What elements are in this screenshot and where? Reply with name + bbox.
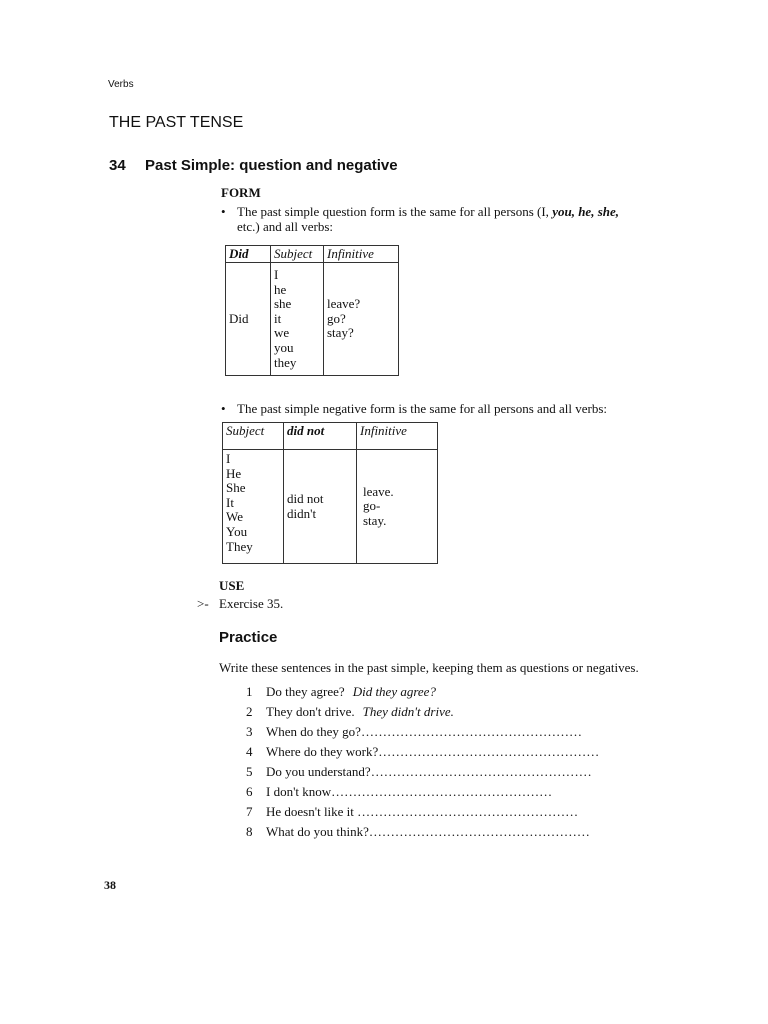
practice-instructions: Write these sentences in the past simple, keeping them as questions or negatives. [219,660,639,675]
subject-item: We [226,509,243,525]
negative-item: didn't [287,505,317,521]
negative-form-text: The past simple negative form is the same for all persons and all verbs: [237,401,608,416]
subject-item: She [226,480,246,496]
subject-item: They [226,538,253,554]
question-text-emphasis: you, he, she, [552,204,619,219]
table-header-subject: Subject [271,246,324,263]
question-form-text [237,204,677,219]
answer-line[interactable]: …………………………………………… [370,764,592,779]
subject-item: he [274,281,287,297]
practice-title: Practice [219,629,278,646]
negative-form-table [222,422,438,564]
unit-title-text: Past Simple: question and negative [145,157,398,174]
infinitive-item: stay. [363,512,387,528]
infinitive-item: go- [363,498,381,514]
unit-number: 34 [109,157,126,174]
table-cell-subjects [223,450,284,564]
exercise-item-4: 4 Where do they work?…………………………………………… [246,744,600,759]
form-heading: FORM [221,185,261,200]
chapter-title: THE PAST TENSE [109,114,244,131]
subject-item: we [274,325,290,341]
infinitive-item: stay? [327,325,354,341]
subject-item: I [226,451,231,466]
answer-line[interactable]: …………………………………………… [378,744,600,759]
subject-item: I [274,267,279,282]
subject-item: you [274,339,294,355]
use-heading: USE [219,578,245,593]
exercise-item-7: 7 He doesn't like it …………………………………………… [246,804,579,819]
subject-item: she [274,296,292,312]
negative-item: did not [287,490,324,506]
answer-line[interactable]: …………………………………………… [357,804,579,819]
subject-item: He [226,465,242,481]
subject-item: it [274,310,282,326]
table-cell-subjects [271,263,324,376]
table-header-subject: Subject [223,423,284,450]
table-header-did-not: did not [284,423,357,450]
table-header-did: Did [226,246,271,263]
answer-line[interactable]: …………………………………………… [331,784,553,799]
example-answer: They didn't drive. [362,704,454,719]
use-arrow: >- [197,596,209,611]
answer-line[interactable]: …………………………………………… [360,724,582,739]
table-cell-infinitives [324,263,399,376]
exercise-item-6: 6 I don't know…………………………………………… [246,784,553,799]
question-form-table [225,245,399,376]
question-text-part1: The past simple question form is the same for all persons (I, [237,204,553,219]
bullet-dot: • [221,401,226,416]
exercise-item-5: 5 Do you understand?…………………………………………… [246,764,592,779]
infinitive-item: go? [327,310,346,326]
table-header-infinitive: Infinitive [324,246,399,263]
subject-item: It [226,494,234,510]
page-number: 38 [104,878,116,892]
exercise-item-8: 8 What do you think?…………………………………………… [246,824,590,839]
exercise-item-3: 3 When do they go?…………………………………………… [246,724,582,739]
unit-title [109,157,398,174]
example-answer: Did they agree? [352,684,436,699]
exercise-list [246,682,686,842]
infinitive-item: leave. [363,483,394,499]
negative-form-bullet [221,401,681,417]
answer-line[interactable]: …………………………………………… [368,824,590,839]
bullet-dot: • [221,204,226,219]
exercise-item-2: 2 They don't drive. They didn't drive. [246,704,454,719]
table-cell-did: Did [226,263,271,376]
exercise-item-1: 1 Do they agree? Did they agree? [246,684,436,699]
table-cell-negatives [284,450,357,564]
use-cross-reference: Exercise 35. [219,596,284,611]
subject-item: You [226,523,248,539]
infinitive-item: leave? [327,296,361,312]
subject-item: they [274,354,297,370]
running-head: Verbs [108,79,134,90]
table-header-infinitive: Infinitive [357,423,438,450]
table-cell-infinitives [357,450,438,564]
question-form-text-line2: etc.) and all verbs: [237,219,334,234]
